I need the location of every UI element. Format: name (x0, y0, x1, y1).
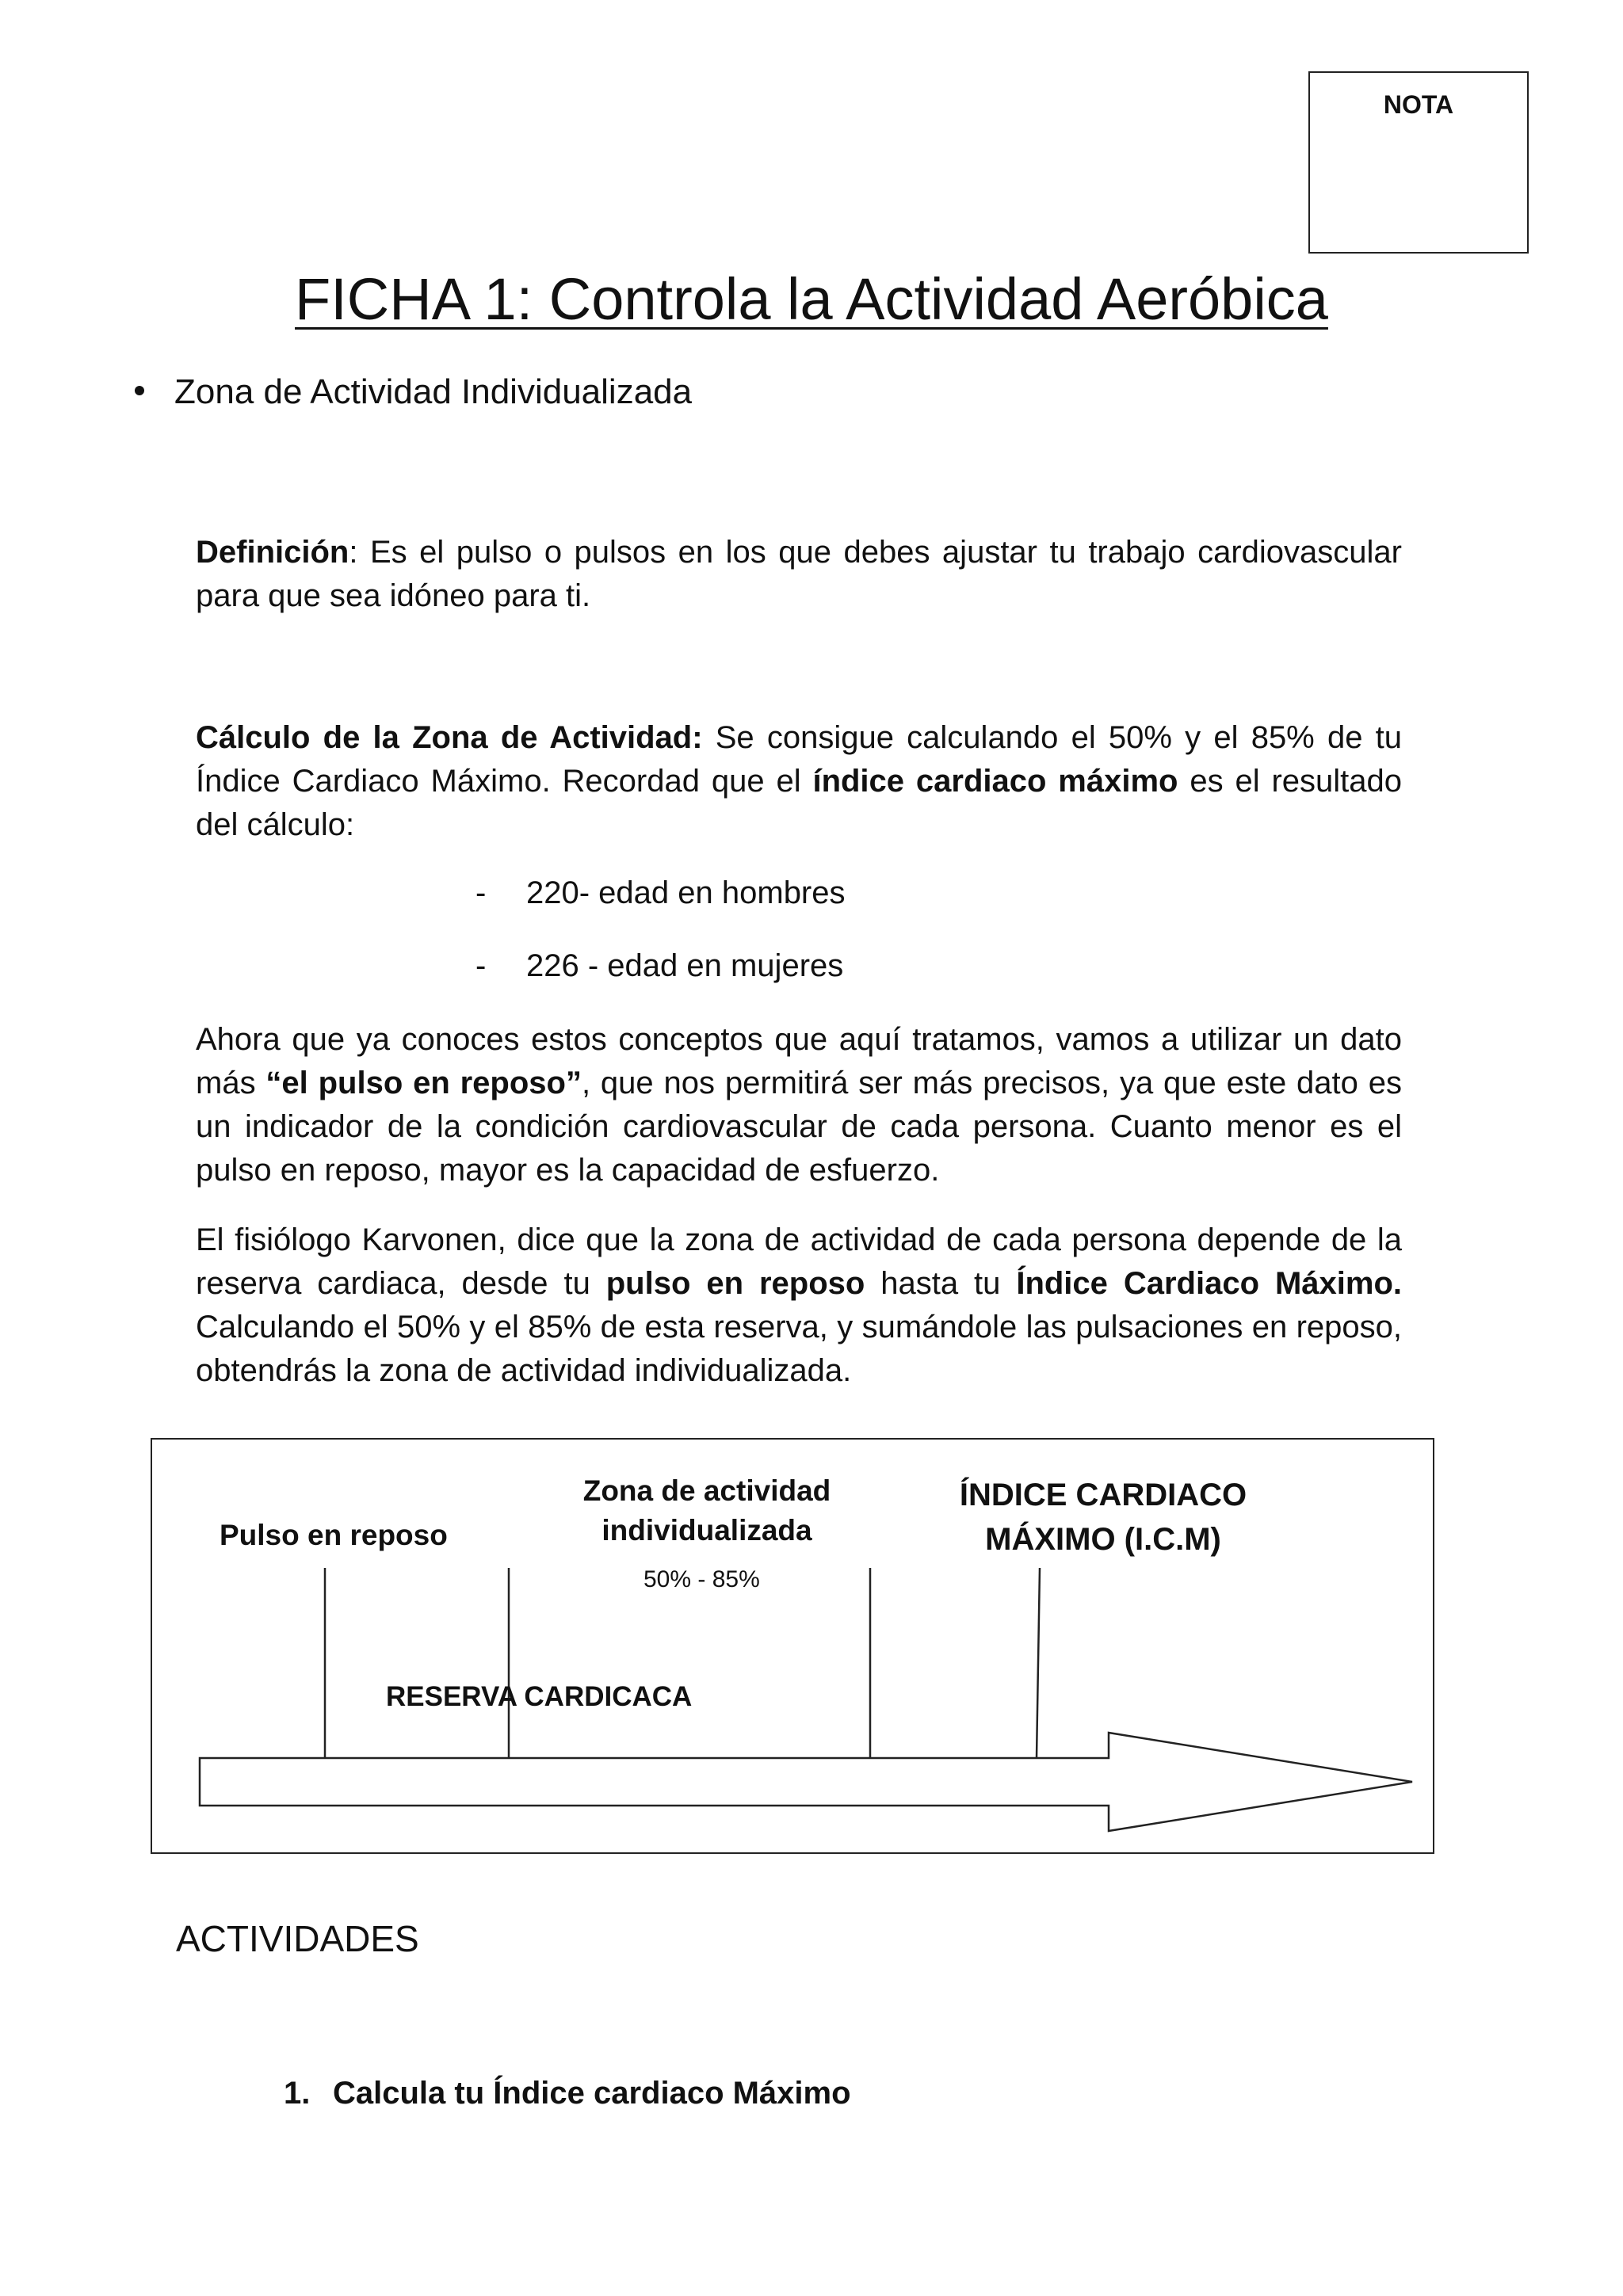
paragraph-text: Ahora que ya conoces estos conceptos que aquí tratamos, vamos a utilizar un dato más (196, 1022, 1402, 1100)
max-heart-rate-line2: MÁXIMO (I.C.M) (985, 1522, 1221, 1557)
activity-zone-line2: individualizada (601, 1514, 812, 1547)
activity-zone-line1: Zona de actividad (582, 1474, 831, 1507)
calculation-text-end: es el resultado del cálculo: (196, 764, 1403, 842)
paragraph-text-end: Calculando el 50% y el 85% de esta reserva, y sumándole las pulsaciones en reposo, obtendrás la zona de actividad individualizada. (196, 1310, 1402, 1388)
calculation-label: Cálculo de la Zona de Actividad: (196, 720, 703, 755)
activity-number: 1. (284, 2076, 311, 2111)
definition-paragraph (196, 531, 1402, 618)
resting-pulse-label: Pulso en reposo (220, 1519, 448, 1551)
page-title: FICHA 1: Controla la Actividad Aeróbica (295, 266, 1328, 332)
resting-pulse-paragraph (196, 1018, 1402, 1192)
bullet-icon (135, 386, 144, 395)
paragraph-bold: pulso en reposo (605, 1266, 865, 1301)
dash-icon: - (475, 948, 487, 983)
dash-icon: - (475, 875, 487, 910)
formula-item (475, 948, 843, 984)
heart-reserve-label: RESERVA CARDICACA (386, 1681, 693, 1712)
karvonen-paragraph (196, 1219, 1402, 1393)
definition-label: Definición (196, 535, 349, 570)
section-bullet (135, 372, 692, 412)
paragraph-text: hasta tu (865, 1266, 1017, 1301)
calculation-bold: índice cardiaco máximo (812, 764, 1178, 799)
section-heading: Zona de Actividad Individualizada (174, 372, 693, 411)
paragraph-text-end: , que nos permitirá ser más precisos, ya que este dato es un indicador de la condición cardiovascular de cada persona. Cuanto menor es el pulso en reposo, mayor es la capacidad de esfuerzo. (196, 1066, 1402, 1188)
activity-item (284, 2076, 851, 2111)
grade-label: NOTA (1383, 90, 1454, 119)
grade-box (1308, 71, 1529, 254)
formula-text: 226 - edad en mujeres (526, 948, 844, 983)
paragraph-bold: “el pulso en reposo” (265, 1066, 582, 1100)
definition-text: : Es el pulso o pulsos en los que debes ajustar tu trabajo cardiovascular para que sea idóneo para ti. (196, 535, 1402, 613)
calculation-paragraph (196, 716, 1402, 847)
paragraph-text: El fisiólogo Karvonen, dice que la zona de actividad de cada persona depende de la reserva cardiaca, desde tu (196, 1222, 1402, 1301)
heart-rate-diagram (151, 1438, 1434, 1854)
arrow-shape (200, 1733, 1412, 1831)
max-heart-rate-label (945, 1473, 1262, 1562)
activity-zone-label (564, 1471, 850, 1550)
activities-heading: ACTIVIDADES (176, 1918, 419, 1959)
max-heart-rate-marker (1037, 1568, 1040, 1758)
zone-percent-label: 50% - 85% (643, 1566, 760, 1592)
max-heart-rate-line1: ÍNDICE CARDIACO (959, 1478, 1247, 1512)
paragraph-bold: Índice Cardiaco Máximo. (1016, 1266, 1402, 1301)
formula-item (475, 875, 846, 911)
activity-text: Calcula tu Índice cardiaco Máximo (333, 2076, 851, 2111)
formula-text: 220- edad en hombres (526, 875, 846, 910)
calculation-text: Se consigue calculando el 50% y el 85% de tu Índice Cardiaco Máximo. Recordad que el (196, 720, 1402, 799)
